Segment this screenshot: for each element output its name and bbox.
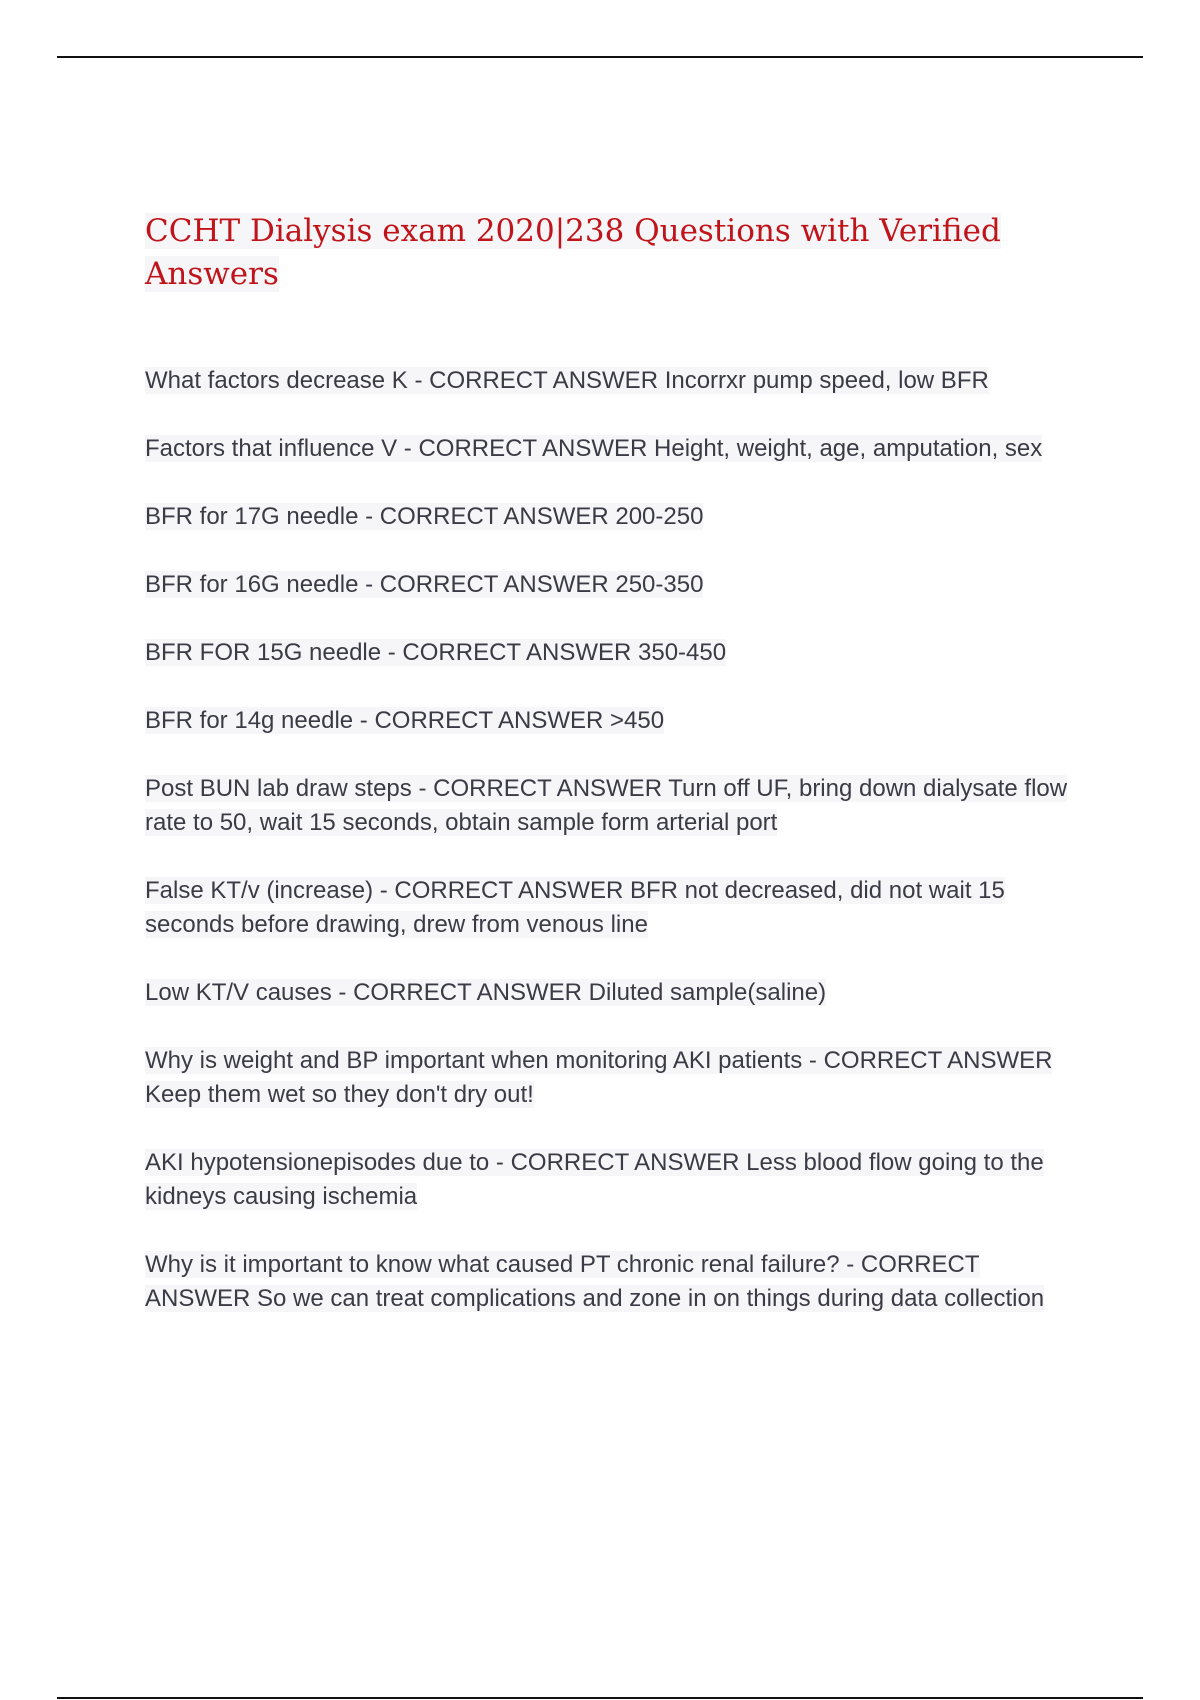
qa-item (145, 1044, 1085, 1112)
qa-item-text: Post BUN lab draw steps - CORRECT ANSWER Turn off UF, bring down dialysate flow rate to 50, wait 15 seconds, obtain sample form arterial port (145, 775, 1068, 836)
qa-item-text: What factors decrease K - CORRECT ANSWER Incorrxr pump speed, low BFR (145, 367, 989, 394)
qa-item-text: AKI hypotensionepisodes due to - CORRECT ANSWER Less blood flow going to the kidneys causing ischemia (145, 1149, 1044, 1210)
qa-item (145, 432, 1085, 466)
qa-item-text: BFR FOR 15G needle - CORRECT ANSWER 350-450 (145, 639, 727, 666)
qa-item (145, 500, 1085, 534)
qa-item-text: BFR for 14g needle - CORRECT ANSWER >450 (145, 707, 665, 734)
qa-item (145, 636, 1085, 670)
qa-item (145, 364, 1085, 398)
qa-item (145, 704, 1085, 738)
qa-item (145, 1146, 1085, 1214)
qa-item-text: BFR for 16G needle - CORRECT ANSWER 250-350 (145, 571, 704, 598)
qa-item-text: Why is it important to know what caused PT chronic renal failure? - CORRECT ANSWER So we can treat complications and zone in on things during data collection (145, 1251, 1045, 1312)
document-title (145, 210, 1085, 296)
qa-item-text: Low KT/V causes - CORRECT ANSWER Diluted sample(saline) (145, 979, 827, 1006)
qa-item-text: False KT/v (increase) - CORRECT ANSWER BFR not decreased, did not wait 15 seconds before drawing, drew from venous line (145, 877, 1005, 938)
qa-item-text: Factors that influence V - CORRECT ANSWER Height, weight, age, amputation, sex (145, 435, 1043, 462)
footer-rule (57, 1697, 1143, 1699)
qa-item (145, 976, 1085, 1010)
header-rule (57, 56, 1143, 58)
qa-item (145, 1248, 1085, 1316)
qa-item (145, 874, 1085, 942)
qa-item (145, 772, 1085, 840)
qa-item-text: Why is weight and BP important when monitoring AKI patients - CORRECT ANSWER Keep them wet so they don't dry out! (145, 1047, 1053, 1108)
qa-item-text: BFR for 17G needle - CORRECT ANSWER 200-250 (145, 503, 704, 530)
document-body (145, 210, 1085, 1350)
qa-item (145, 568, 1085, 602)
qa-list (145, 364, 1085, 1316)
document-title-text: CCHT Dialysis exam 2020|238 Questions with Verified Answers (145, 213, 1001, 292)
